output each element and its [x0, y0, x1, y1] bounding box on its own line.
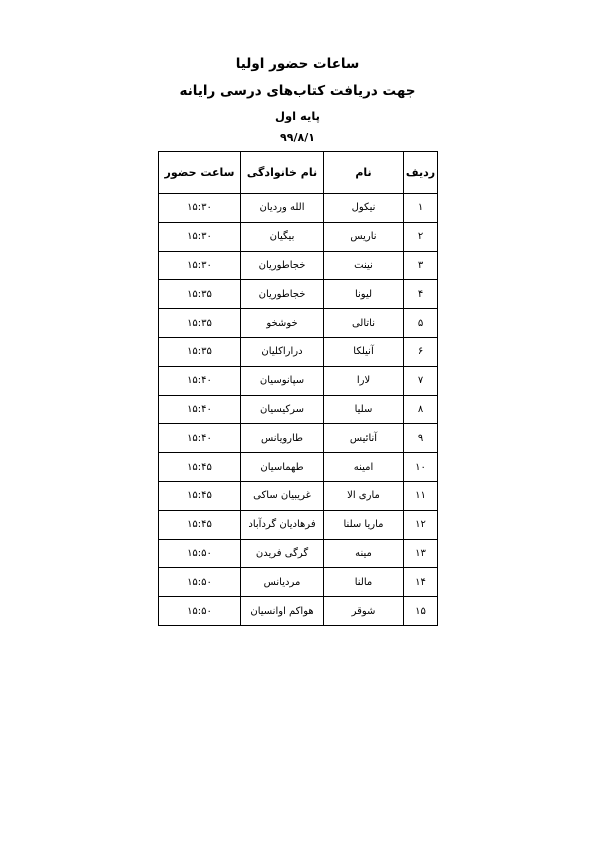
attendance-time-cell: ۱۵:۴۵ [159, 453, 241, 482]
row-number-cell: ۷ [404, 366, 438, 395]
row-number-cell: ۶ [404, 337, 438, 366]
attendance-time-cell: ۱۵:۳۵ [159, 337, 241, 366]
attendance-time-cell: ۱۵:۴۵ [159, 510, 241, 539]
last-name-cell: خوشخو [241, 309, 324, 338]
last-name-cell: سرکیسیان [241, 395, 324, 424]
first-name-cell: نیکول [324, 194, 404, 223]
column-header-row-number: ردیف [404, 152, 438, 194]
row-number-cell: ۵ [404, 309, 438, 338]
attendance-time-cell: ۱۵:۴۰ [159, 424, 241, 453]
row-number-cell: ۸ [404, 395, 438, 424]
first-name-cell: امینه [324, 453, 404, 482]
document-subtitle: جهت دریافت کتاب‌های درسی رایانه [179, 83, 416, 99]
first-name-cell: ماری الا [324, 481, 404, 510]
attendance-time-cell: ۱۵:۵۰ [159, 568, 241, 597]
attendance-time-cell: ۱۵:۴۰ [159, 395, 241, 424]
first-name-cell: سلیا [324, 395, 404, 424]
first-name-cell: شوقر [324, 597, 404, 626]
last-name-cell: فرهادیان گردآباد [241, 510, 324, 539]
attendance-time-cell: ۱۵:۴۵ [159, 481, 241, 510]
last-name-cell: سپانوسیان [241, 366, 324, 395]
table-row [159, 194, 438, 223]
first-name-cell: ناریس [324, 222, 404, 251]
table-body [159, 194, 438, 626]
first-name-cell: مالنا [324, 568, 404, 597]
last-name-cell: الله وردیان [241, 194, 324, 223]
table-row [159, 597, 438, 626]
last-name-cell: طارویانس [241, 424, 324, 453]
row-number-cell: ۱۰ [404, 453, 438, 482]
attendance-time-cell: ۱۵:۳۵ [159, 309, 241, 338]
last-name-cell: غریبیان ساکی [241, 481, 324, 510]
table-row [159, 337, 438, 366]
attendance-time-cell: ۱۵:۳۵ [159, 280, 241, 309]
first-name-cell: آنائیس [324, 424, 404, 453]
first-name-cell: لارا [324, 366, 404, 395]
attendance-time-cell: ۱۵:۴۰ [159, 366, 241, 395]
table-row [159, 568, 438, 597]
attendance-time-cell: ۱۵:۵۰ [159, 539, 241, 568]
row-number-cell: ۱۴ [404, 568, 438, 597]
table-row [159, 222, 438, 251]
table-row [159, 395, 438, 424]
attendance-table [158, 151, 438, 626]
last-name-cell: خجاطوریان [241, 251, 324, 280]
table-row [159, 366, 438, 395]
column-header-first-name: نام [324, 152, 404, 194]
attendance-time-cell: ۱۵:۳۰ [159, 222, 241, 251]
table-row [159, 453, 438, 482]
row-number-cell: ۲ [404, 222, 438, 251]
date-label: ۹۹/۸/۱ [280, 131, 315, 144]
grade-label: پایه اول [274, 109, 320, 123]
first-name-cell: لیونا [324, 280, 404, 309]
table-row [159, 251, 438, 280]
row-number-cell: ۴ [404, 280, 438, 309]
last-name-cell: بیگیان [241, 222, 324, 251]
row-number-cell: ۳ [404, 251, 438, 280]
last-name-cell: طهماسیان [241, 453, 324, 482]
first-name-cell: نینت [324, 251, 404, 280]
table-row [159, 510, 438, 539]
row-number-cell: ۱۳ [404, 539, 438, 568]
document-title: ساعات حضور اولیا [235, 56, 360, 72]
last-name-cell: دراراکلیان [241, 337, 324, 366]
row-number-cell: ۱۱ [404, 481, 438, 510]
row-number-cell: ۱۲ [404, 510, 438, 539]
attendance-time-cell: ۱۵:۳۰ [159, 251, 241, 280]
column-header-last-name: نام خانوادگی [241, 152, 324, 194]
row-number-cell: ۱ [404, 194, 438, 223]
table-header-row [159, 152, 438, 194]
table-row [159, 539, 438, 568]
table-row [159, 424, 438, 453]
table-row [159, 481, 438, 510]
last-name-cell: هواکم اوانسیان [241, 597, 324, 626]
attendance-time-cell: ۱۵:۵۰ [159, 597, 241, 626]
first-name-cell: ناتالی [324, 309, 404, 338]
row-number-cell: ۹ [404, 424, 438, 453]
column-header-attendance-time: ساعت حضور [159, 152, 241, 194]
last-name-cell: مردیانس [241, 568, 324, 597]
first-name-cell: آنیلکا [324, 337, 404, 366]
last-name-cell: خجاطوریان [241, 280, 324, 309]
table-row [159, 309, 438, 338]
attendance-time-cell: ۱۵:۳۰ [159, 194, 241, 223]
row-number-cell: ۱۵ [404, 597, 438, 626]
last-name-cell: گرگی فریدن [241, 539, 324, 568]
first-name-cell: ماریا سلنا [324, 510, 404, 539]
table-row [159, 280, 438, 309]
first-name-cell: مینه [324, 539, 404, 568]
